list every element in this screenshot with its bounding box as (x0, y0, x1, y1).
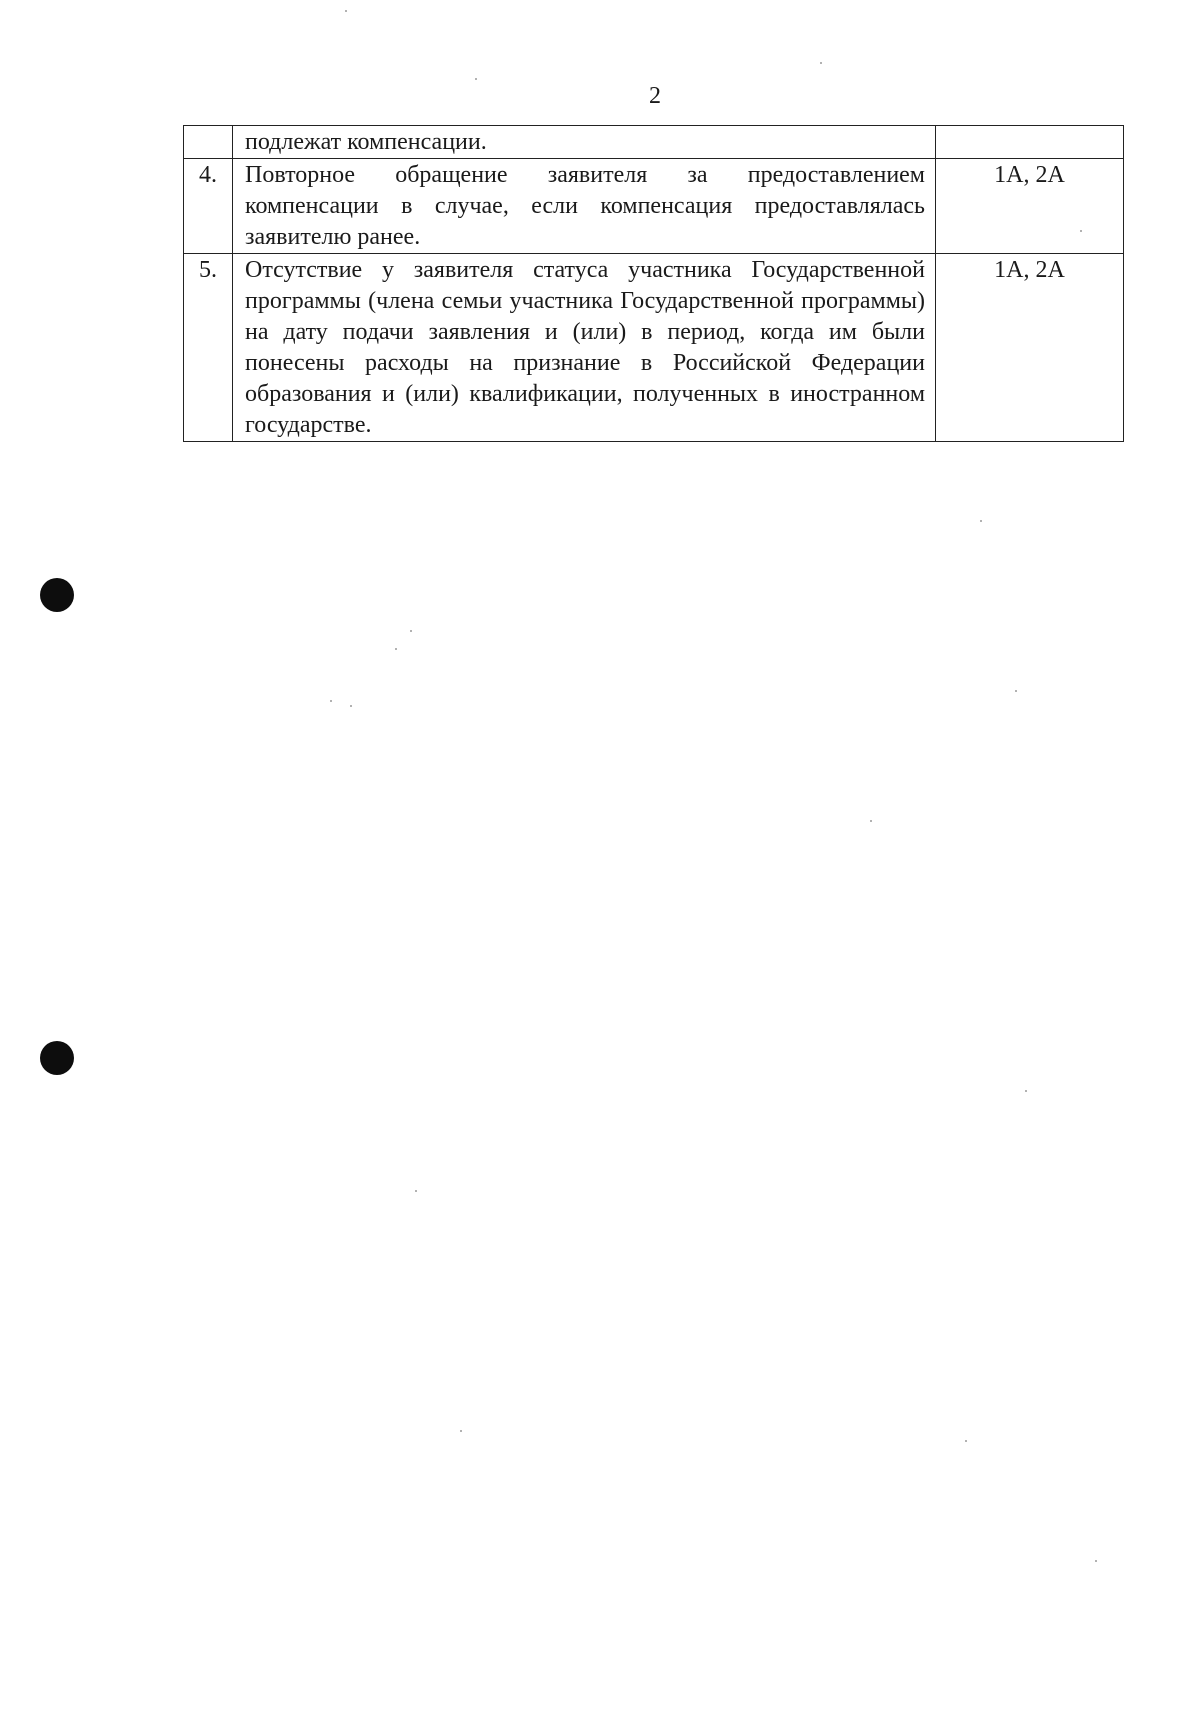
row-number: 4. (184, 159, 233, 254)
scan-speck (870, 820, 872, 822)
scan-speck (980, 520, 982, 522)
scan-speck (460, 1430, 462, 1432)
row-number (184, 126, 233, 159)
page-number: 2 (649, 83, 661, 109)
criteria-table (183, 125, 1124, 442)
scan-speck (415, 1190, 417, 1192)
scan-speck (965, 1440, 967, 1442)
row-code: 1А, 2А (936, 159, 1124, 254)
scan-speck (350, 705, 352, 707)
binder-hole-top (40, 578, 74, 612)
row-text: Повторное обращение заявителя за предоставлением компенсации в случае, если компенсация предоставлялась заявителю ранее. (233, 159, 936, 254)
scan-speck (345, 10, 347, 12)
scan-speck (1095, 1560, 1097, 1562)
table-row (184, 126, 1124, 159)
table-row (184, 254, 1124, 442)
scan-speck (330, 700, 332, 702)
scan-speck (475, 78, 477, 80)
table-row (184, 159, 1124, 254)
scan-speck (1015, 690, 1017, 692)
binder-hole-bottom (40, 1041, 74, 1075)
scan-speck (1025, 1090, 1027, 1092)
row-text: Отсутствие у заявителя статуса участника Государственной программы (члена семьи участника Государственной программы) на дату подачи заявления и (или) в период, когда им были понесены расходы на признание в Российской Федерации образования и (или) квалификации, полученных в иностранном государстве. (233, 254, 936, 442)
row-code (936, 126, 1124, 159)
scan-speck (1080, 230, 1082, 232)
row-text: подлежат компенсации. (233, 126, 936, 159)
scan-speck (410, 630, 412, 632)
row-code: 1А, 2А (936, 254, 1124, 442)
row-number: 5. (184, 254, 233, 442)
scan-speck (820, 62, 822, 64)
scan-speck (395, 648, 397, 650)
